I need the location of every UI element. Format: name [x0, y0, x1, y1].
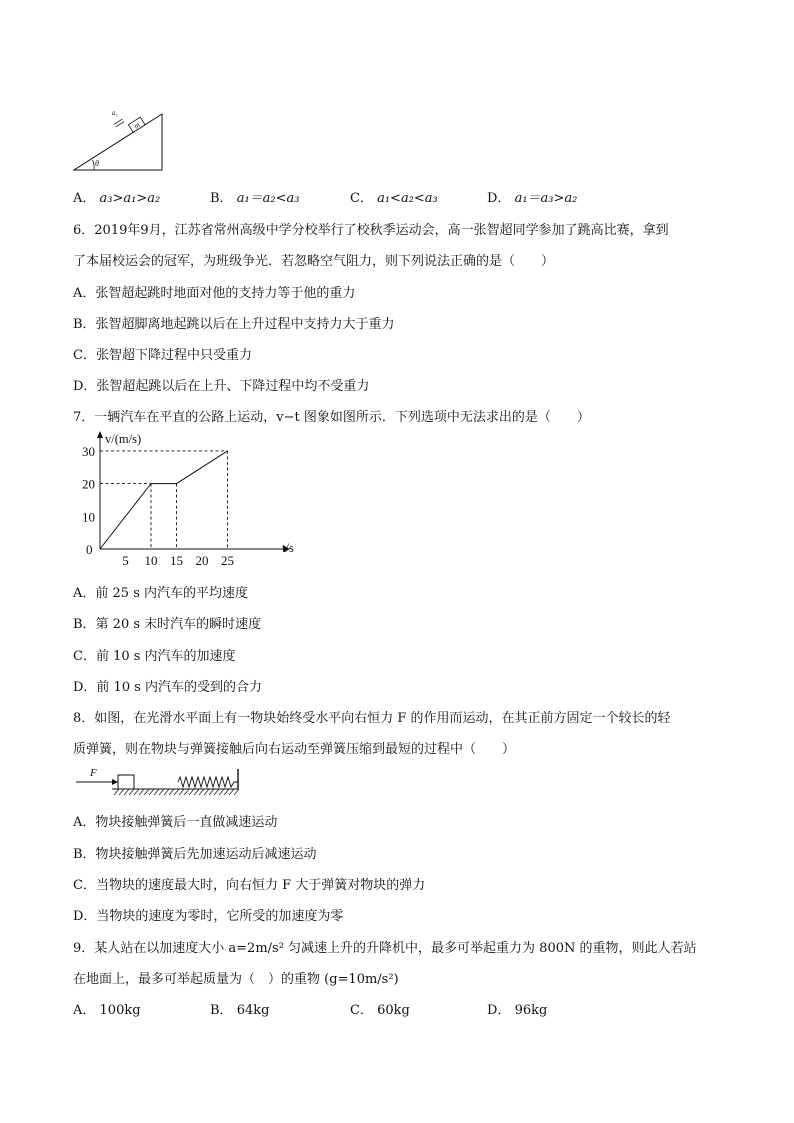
q8-stem-line1: 8．如图，在光滑水平面上有一物块始终受水平向右恒力 F 的作用而运动，在其正前方固定一个较长的轻 [73, 711, 671, 726]
x-axis-label: t/s [282, 541, 294, 555]
q6-stem-line2: 了本届校运会的冠军，为班级争光．若忽略空气阻力，则下列说法正确的是（ ） [73, 254, 555, 269]
floor-hatch [214, 789, 219, 795]
floor-hatch [199, 789, 204, 795]
force-label: F [90, 767, 97, 779]
x-tick-label: 15 [170, 553, 183, 568]
x-tick-label: 25 [221, 553, 234, 568]
block [118, 775, 134, 789]
floor-hatch [209, 789, 214, 795]
q6-option-a: A．张智超起跳时地面对他的支持力等于他的重力 [73, 286, 356, 301]
floor-hatch [234, 789, 239, 795]
q6-option-c: C．张智超下降过程中只受重力 [73, 348, 252, 363]
floor-hatch [149, 789, 154, 795]
q8-option-b: B．物块接触弹簧后先加速运动后减速运动 [73, 847, 317, 862]
q6-option-b: B．张智超脚离地起跳以后在上升过程中支持力大于重力 [73, 317, 395, 332]
floor-hatch [184, 789, 189, 795]
q9-option-a: A． 100kg [73, 1003, 141, 1018]
velocity-series [100, 451, 228, 549]
q9-option-d: D． 96kg [487, 1003, 548, 1018]
angle-label: θ [95, 159, 99, 168]
q9-option-b: B． 64kg [210, 1003, 270, 1018]
floor-hatch [224, 789, 229, 795]
q9-option-c: C． 60kg [350, 1003, 410, 1018]
floor-hatch [194, 789, 199, 795]
q5-option-d: D． a₁＝a₃>a₂ [487, 191, 578, 206]
floor-hatch [134, 789, 139, 795]
y-tick-label: 10 [82, 509, 95, 525]
origin-label: 0 [86, 542, 93, 557]
floor-hatch [174, 789, 179, 795]
q7-option-d: D．前 10 s 内汽车的受到的合力 [73, 680, 263, 695]
force-arrow [112, 779, 118, 785]
floor-hatch [229, 789, 234, 795]
spring-figure [76, 764, 248, 800]
q5-option-a: A． a₃>a₁>a₂ [73, 191, 161, 206]
y-tick-label: 20 [82, 476, 95, 492]
floor-hatch [189, 789, 194, 795]
y-axis-arrow [97, 431, 103, 438]
floor-hatch [114, 789, 119, 795]
q5-option-b: B． a₁＝a₂<a₃ [210, 191, 300, 206]
y-tick-label: 30 [82, 443, 95, 459]
q8-option-c: C．当物块的速度最大时，向右恒力 F 大于弹簧对物块的弹力 [73, 878, 426, 893]
floor-hatch [164, 789, 169, 795]
y-axis-label: v/(m/s) [105, 432, 142, 446]
block-label: m [132, 120, 142, 131]
q9-stem-line1: 9．某人站在以加速度大小 a=2m/s² 匀减速上升的升降机中，最多可举起重力为 800N 的重物，则此人若站 [73, 941, 697, 956]
floor-hatch [204, 789, 209, 795]
q7-stem: 7．一辆汽车在平直的公路上运动，v−t 图象如图所示．下列选项中无法求出的是（ ） [73, 410, 590, 425]
accel-label: a₁ [112, 109, 118, 117]
floor-hatch [179, 789, 184, 795]
floor-hatch [154, 789, 159, 795]
floor-hatch [144, 789, 149, 795]
q6-stem-line1: 6．2019年9月，江苏省常州高级中学分校举行了校秋季运动会，高一张智超同学参加了跳高比赛，拿到 [73, 223, 669, 238]
q7-option-a: A．前 25 s 内汽车的平均速度 [73, 586, 248, 601]
q7-option-c: C．前 10 s 内汽车的加速度 [73, 649, 236, 664]
floor-hatch [129, 789, 134, 795]
q8-option-a: A．物块接触弹簧后一直做减速运动 [73, 815, 278, 830]
floor-hatch [119, 789, 124, 795]
q6-option-d: D．张智超起跳以后在上升、下降过程中均不受重力 [73, 379, 370, 394]
q8-stem-line2: 质弹簧，则在物块与弹簧接触后向右运动至弹簧压缩到最短的过程中（ ） [73, 742, 516, 757]
floor-hatch [139, 789, 144, 795]
q5-option-c: C． a₁<a₂<a₃ [350, 191, 438, 206]
incline-figure [70, 100, 170, 172]
vt-chart [72, 428, 312, 574]
floor-hatch [124, 789, 129, 795]
floor-hatch [159, 789, 164, 795]
q8-option-d: D．当物块的速度为零时，它所受的加速度为零 [73, 909, 344, 924]
q9-stem-line2: 在地面上，最多可举起质量为（ ）的重物 (g=10m/s²) [73, 972, 399, 987]
floor-hatch [169, 789, 174, 795]
q7-option-b: B．第 20 s 末时汽车的瞬时速度 [73, 617, 262, 632]
x-tick-label: 5 [122, 553, 129, 568]
floor-hatch [219, 789, 224, 795]
x-tick-label: 20 [195, 553, 209, 568]
x-tick-label: 10 [144, 553, 158, 568]
spring [178, 777, 238, 787]
